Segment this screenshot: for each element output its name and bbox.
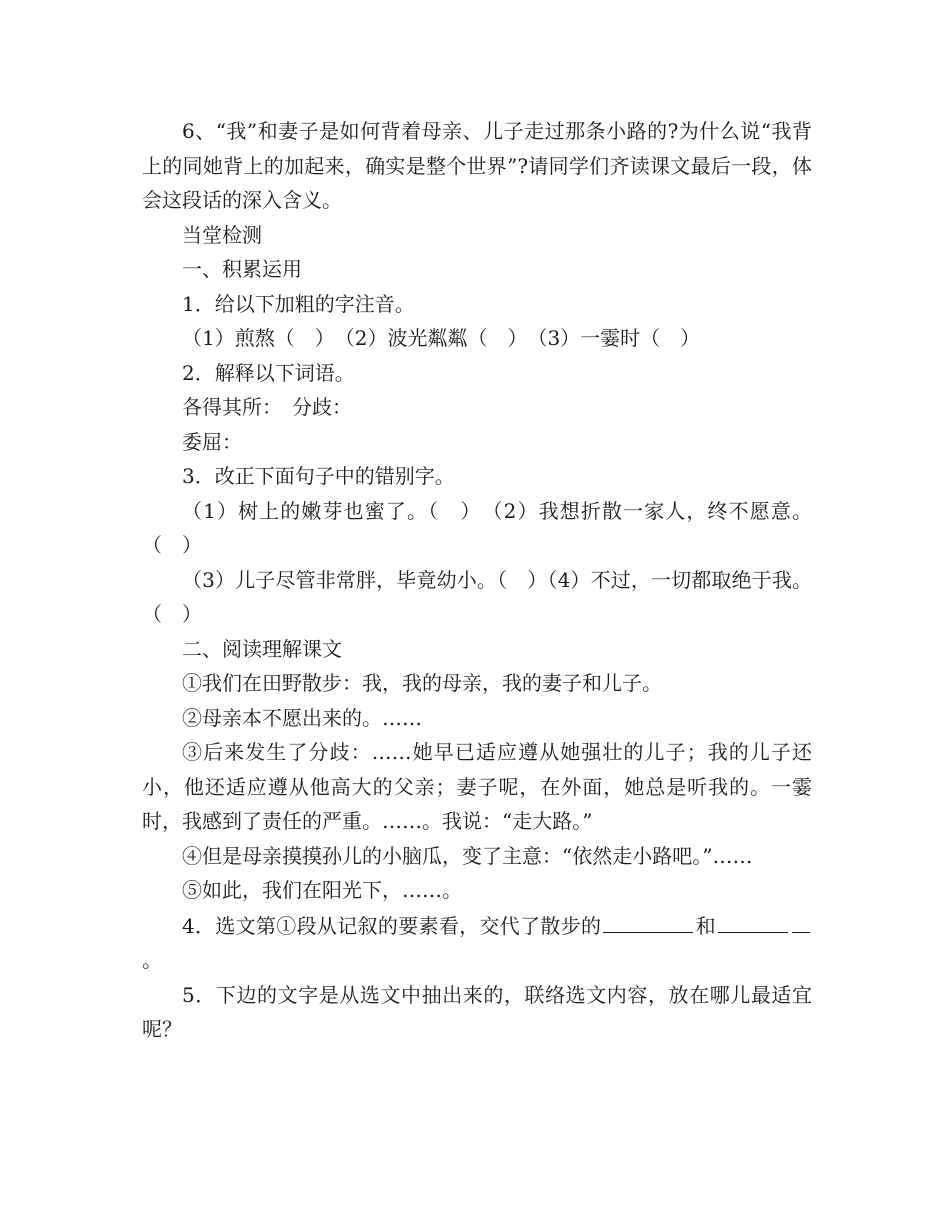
section-heading-1: 一、积累运用 [182, 257, 302, 281]
answer-blank-1[interactable] [603, 908, 693, 933]
passage-paragraph-2: ②母亲本不愿出来的。…… [182, 705, 422, 730]
exercise-4-text-after: 。 [142, 948, 162, 972]
exercise-2: 2．解释以下词语。 [182, 360, 355, 385]
exercise-5: 5．下边的文字是从选文中抽出来的，联络选文内容，放在哪儿最适宜呢？ [142, 982, 812, 1041]
exercise-4-text-before: 4．选文第①段从记叙的要素看，交代了散步的 [182, 913, 602, 938]
exercise-3: 3．改正下面句子中的错别字。 [182, 464, 455, 488]
exercise-4-text-middle: 和 [695, 913, 716, 938]
passage-paragraph-4: ④但是母亲摸摸孙儿的小脑瓜，变了主意：“依然走小路吧。”…… [182, 843, 753, 868]
answer-blank-2[interactable] [718, 908, 788, 933]
section-heading-check: 当堂检测 [182, 222, 262, 247]
exercise-1-options: （1）煎熬（ ） （2）波光粼粼（ ） （3）一霎时（ ） [182, 326, 701, 350]
exercise-3-a: （1）树上的嫩芽也蜜了。（ ） （2）我想折散一家人，终不愿意。（ ） [142, 498, 812, 557]
section-heading-2: 二、阅读理解课文 [182, 636, 342, 661]
passage-paragraph-1: ①我们在田野散步：我，我的母亲，我的妻子和儿子。 [182, 671, 662, 695]
document-body [142, 114, 812, 1047]
passage-paragraph-5: ⑤如此，我们在阳光下，……。 [182, 878, 462, 902]
exercise-1: 1．给以下加粗的字注音。 [182, 291, 415, 316]
exercise-3-b: （3）儿子尽管非常胖，毕竟幼小。（ ）（4）不过，一切都取绝于我。（ ） [142, 567, 812, 626]
exercise-2-words-b: 委屈： [182, 429, 242, 454]
exercise-2-words-a: 各得其所： 分歧： [182, 395, 352, 419]
answer-blank-2-continued[interactable] [792, 908, 810, 933]
question-6: 6、“我”和妻子是如何背着母亲、儿子走过那条小路的?为什么说“我背上的同她背上的加起来，确实是整个世界”?请同学们齐读课文最后一段，体会这段话的深入含义。 [142, 119, 812, 212]
exercise-4 [142, 908, 812, 978]
passage-paragraph-3: ③后来发生了分歧：……她早已适应遵从她强壮的儿子；我的儿子还小，他还适应遵从他高大的父亲；妻子呢，在外面，她总是听我的。一霎时，我感到了责任的严重。……。我说：“走大路。” [142, 740, 812, 833]
